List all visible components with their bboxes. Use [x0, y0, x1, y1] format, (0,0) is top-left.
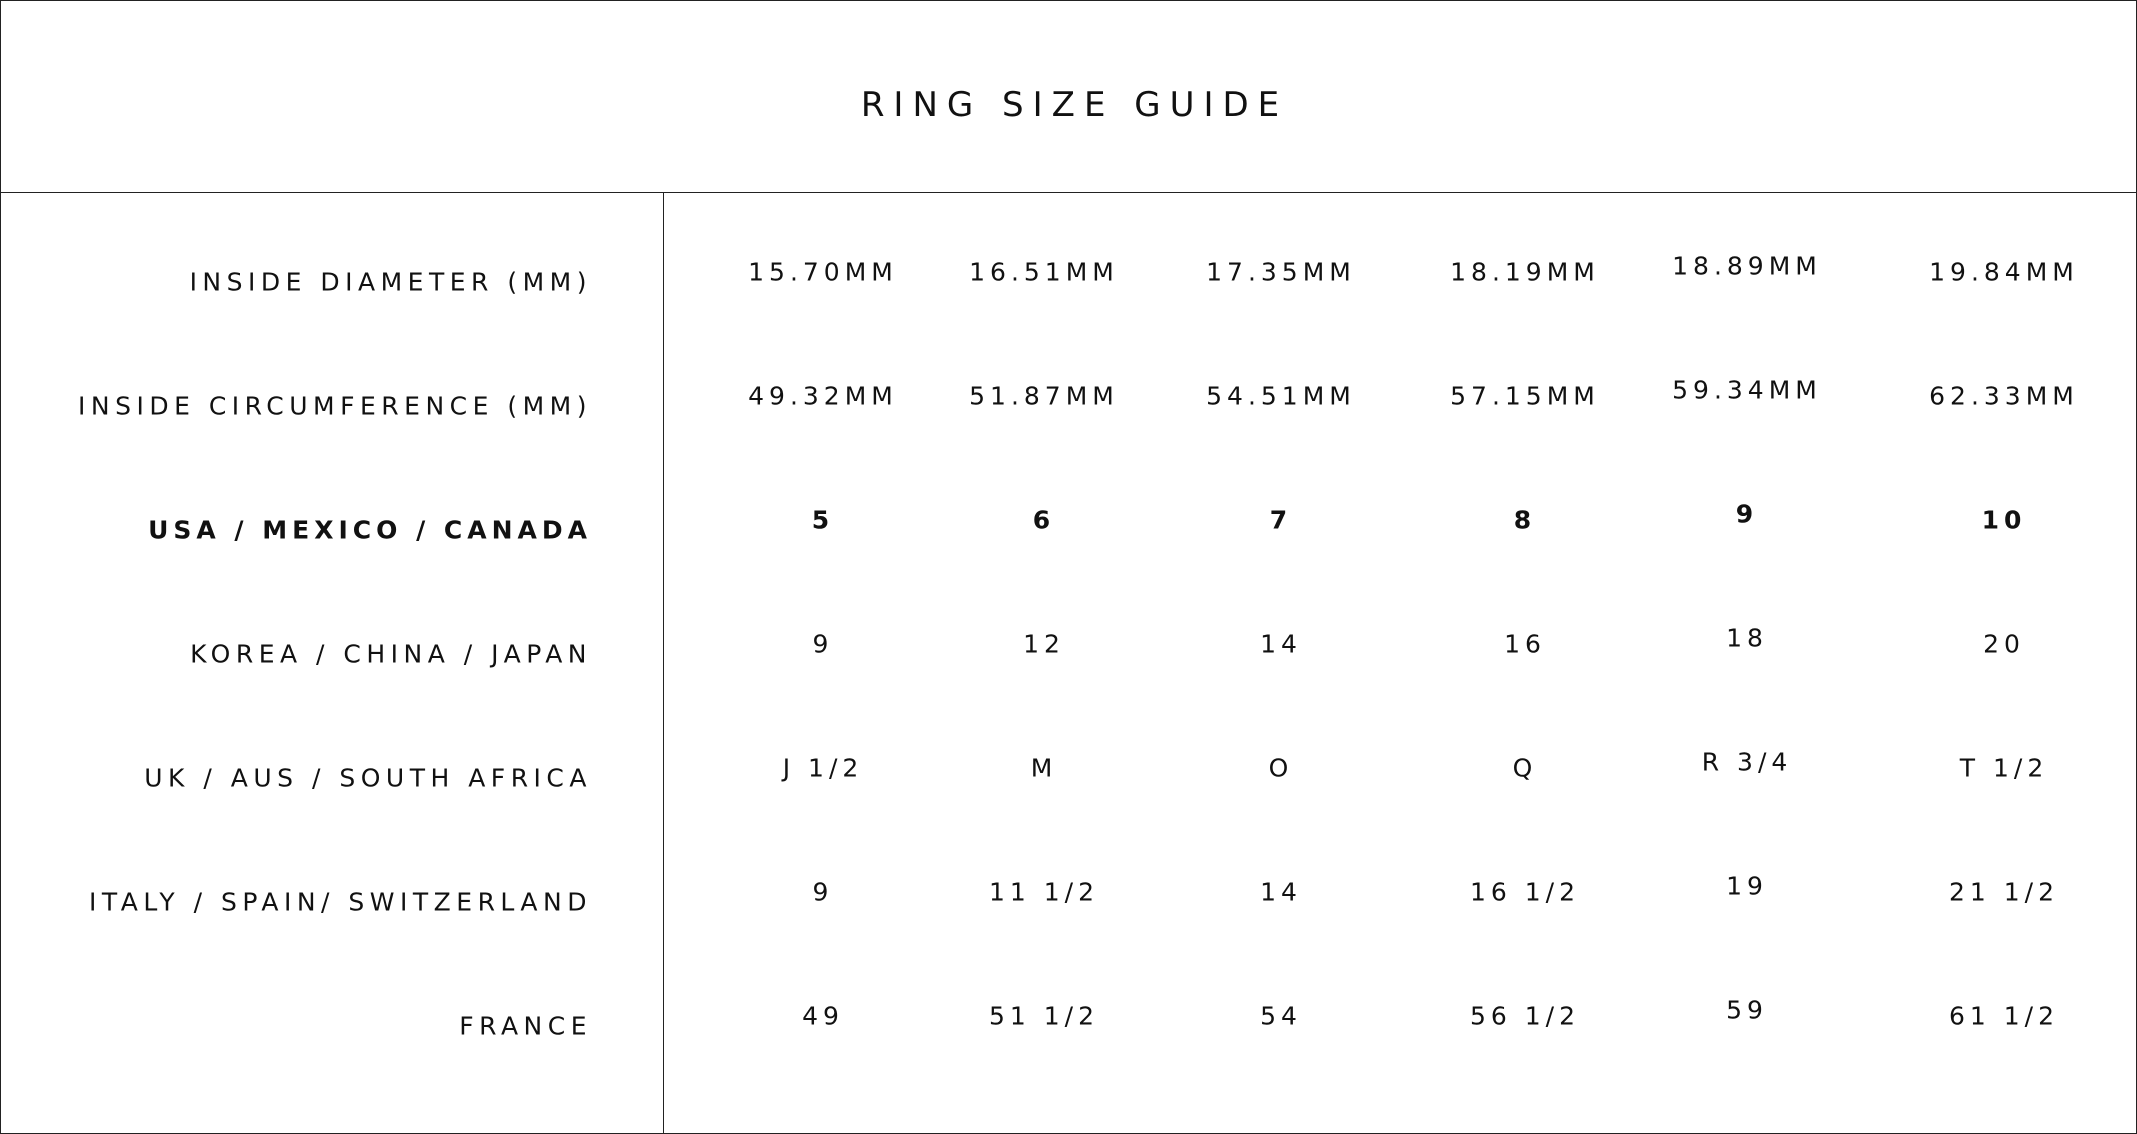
table-cell: 61 1/2: [1949, 1001, 2059, 1031]
row-label: INSIDE DIAMETER (MM): [189, 267, 592, 297]
table-cell: 9: [1735, 499, 1759, 529]
row-label: KOREA / CHINA / JAPAN: [190, 639, 592, 669]
row-label: USA / MEXICO / CANADA: [148, 515, 592, 545]
table-cell: Q: [1512, 753, 1538, 783]
column-divider: [663, 192, 664, 1134]
table-cell: 59.34MM: [1672, 375, 1822, 405]
table-cell: 62.33MM: [1929, 381, 2079, 411]
table-cell: 16 1/2: [1470, 877, 1580, 907]
table-cell: 49.32MM: [748, 381, 898, 411]
table-cell: 15.70MM: [748, 257, 898, 287]
table-cell: 9: [812, 877, 834, 907]
table-cell: 18.19MM: [1450, 257, 1600, 287]
table-cell: 5: [811, 505, 835, 535]
table-cell: 7: [1269, 505, 1293, 535]
row-label: FRANCE: [459, 1011, 592, 1041]
title-band: [1, 1, 2136, 193]
table-cell: 9: [812, 629, 834, 659]
table-cell: J 1/2: [782, 753, 864, 783]
table-cell: 20: [1983, 629, 2025, 659]
row-label: UK / AUS / SOUTH AFRICA: [144, 763, 592, 793]
table-cell: 10: [1981, 505, 2027, 535]
table-cell: 8: [1513, 505, 1537, 535]
table-cell: 54.51MM: [1206, 381, 1356, 411]
table-cell: 14: [1260, 877, 1302, 907]
table-cell: 6: [1032, 505, 1056, 535]
page-title: RING SIZE GUIDE: [860, 84, 1289, 125]
table-cell: 11 1/2: [989, 877, 1099, 907]
table-cell: 16: [1504, 629, 1546, 659]
table-cell: 12: [1023, 629, 1065, 659]
table-cell: 19: [1726, 871, 1768, 901]
table-cell: 18: [1726, 623, 1768, 653]
table-cell: R 3/4: [1701, 747, 1793, 777]
table-cell: 16.51MM: [969, 257, 1119, 287]
table-cell: 51 1/2: [989, 1001, 1099, 1031]
row-label: ITALY / SPAIN/ SWITZERLAND: [89, 887, 592, 917]
table-cell: 56 1/2: [1470, 1001, 1580, 1031]
table-cell: 59: [1726, 995, 1768, 1025]
table-cell: 17.35MM: [1206, 257, 1356, 287]
table-cell: M: [1030, 753, 1058, 783]
table-cell: 51.87MM: [969, 381, 1119, 411]
table-cell: 19.84MM: [1929, 257, 2079, 287]
table-cell: 21 1/2: [1949, 877, 2059, 907]
row-label: INSIDE CIRCUMFERENCE (MM): [78, 391, 592, 421]
table-cell: 14: [1260, 629, 1302, 659]
table-cell: O: [1268, 753, 1294, 783]
table-cell: T 1/2: [1959, 753, 2049, 783]
table-cell: 57.15MM: [1450, 381, 1600, 411]
table-cell: 18.89MM: [1672, 251, 1822, 281]
table-cell: 49: [802, 1001, 844, 1031]
table-cell: 54: [1260, 1001, 1302, 1031]
